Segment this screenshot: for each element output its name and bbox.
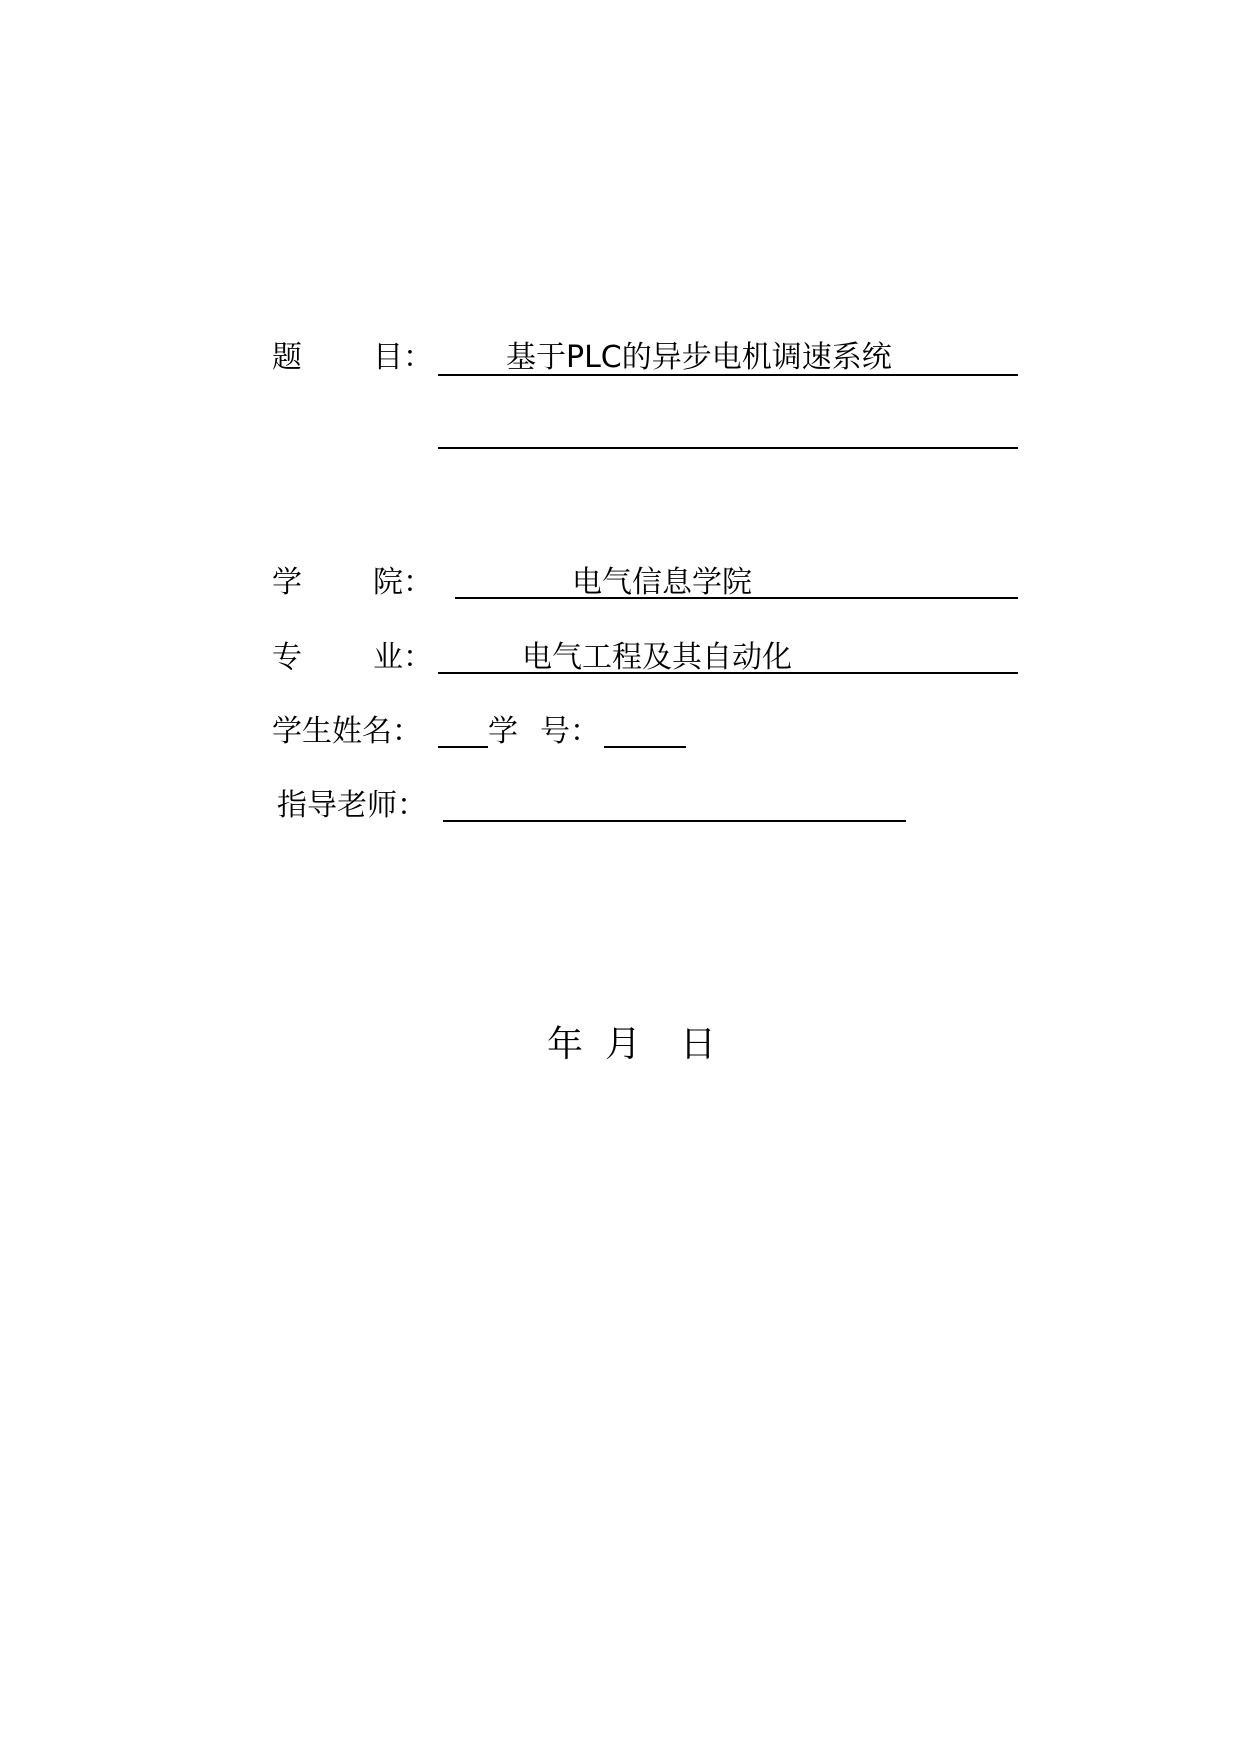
major-label-char2: 业 — [373, 640, 403, 675]
title-underline — [438, 374, 1018, 376]
advisor-underline — [443, 820, 906, 822]
title-second-underline — [438, 447, 1018, 449]
college-label-char2: 院 — [373, 565, 403, 600]
student-name-underline — [438, 746, 488, 748]
major-label-colon: ： — [403, 640, 433, 675]
college-underline — [455, 597, 1018, 599]
student-id-label-char2: 号 — [540, 714, 570, 749]
major-label-char1: 专 — [272, 640, 302, 675]
major-underline — [438, 672, 1018, 674]
title-label-colon: ： — [403, 340, 433, 375]
college-label-colon: ： — [403, 565, 433, 600]
advisor-label: 指导老师： — [277, 788, 427, 823]
title-label-char2: 目 — [373, 340, 403, 375]
college-value: 电气信息学院 — [572, 565, 752, 600]
title-label-char1: 题 — [272, 340, 302, 375]
student-id-label-char1: 学 — [488, 714, 518, 749]
student-id-label-colon: ： — [570, 714, 600, 749]
student-name-label: 学生姓名： — [272, 714, 422, 749]
major-value: 电气工程及其自动化 — [522, 640, 792, 675]
date-year: 年 — [547, 1024, 584, 1065]
student-id-underline — [604, 746, 686, 748]
thesis-title-value: 基于PLC的异步电机调速系统 — [506, 340, 892, 375]
date-day: 日 — [680, 1024, 717, 1065]
date-month: 月 — [605, 1024, 642, 1065]
college-label-char1: 学 — [272, 565, 302, 600]
